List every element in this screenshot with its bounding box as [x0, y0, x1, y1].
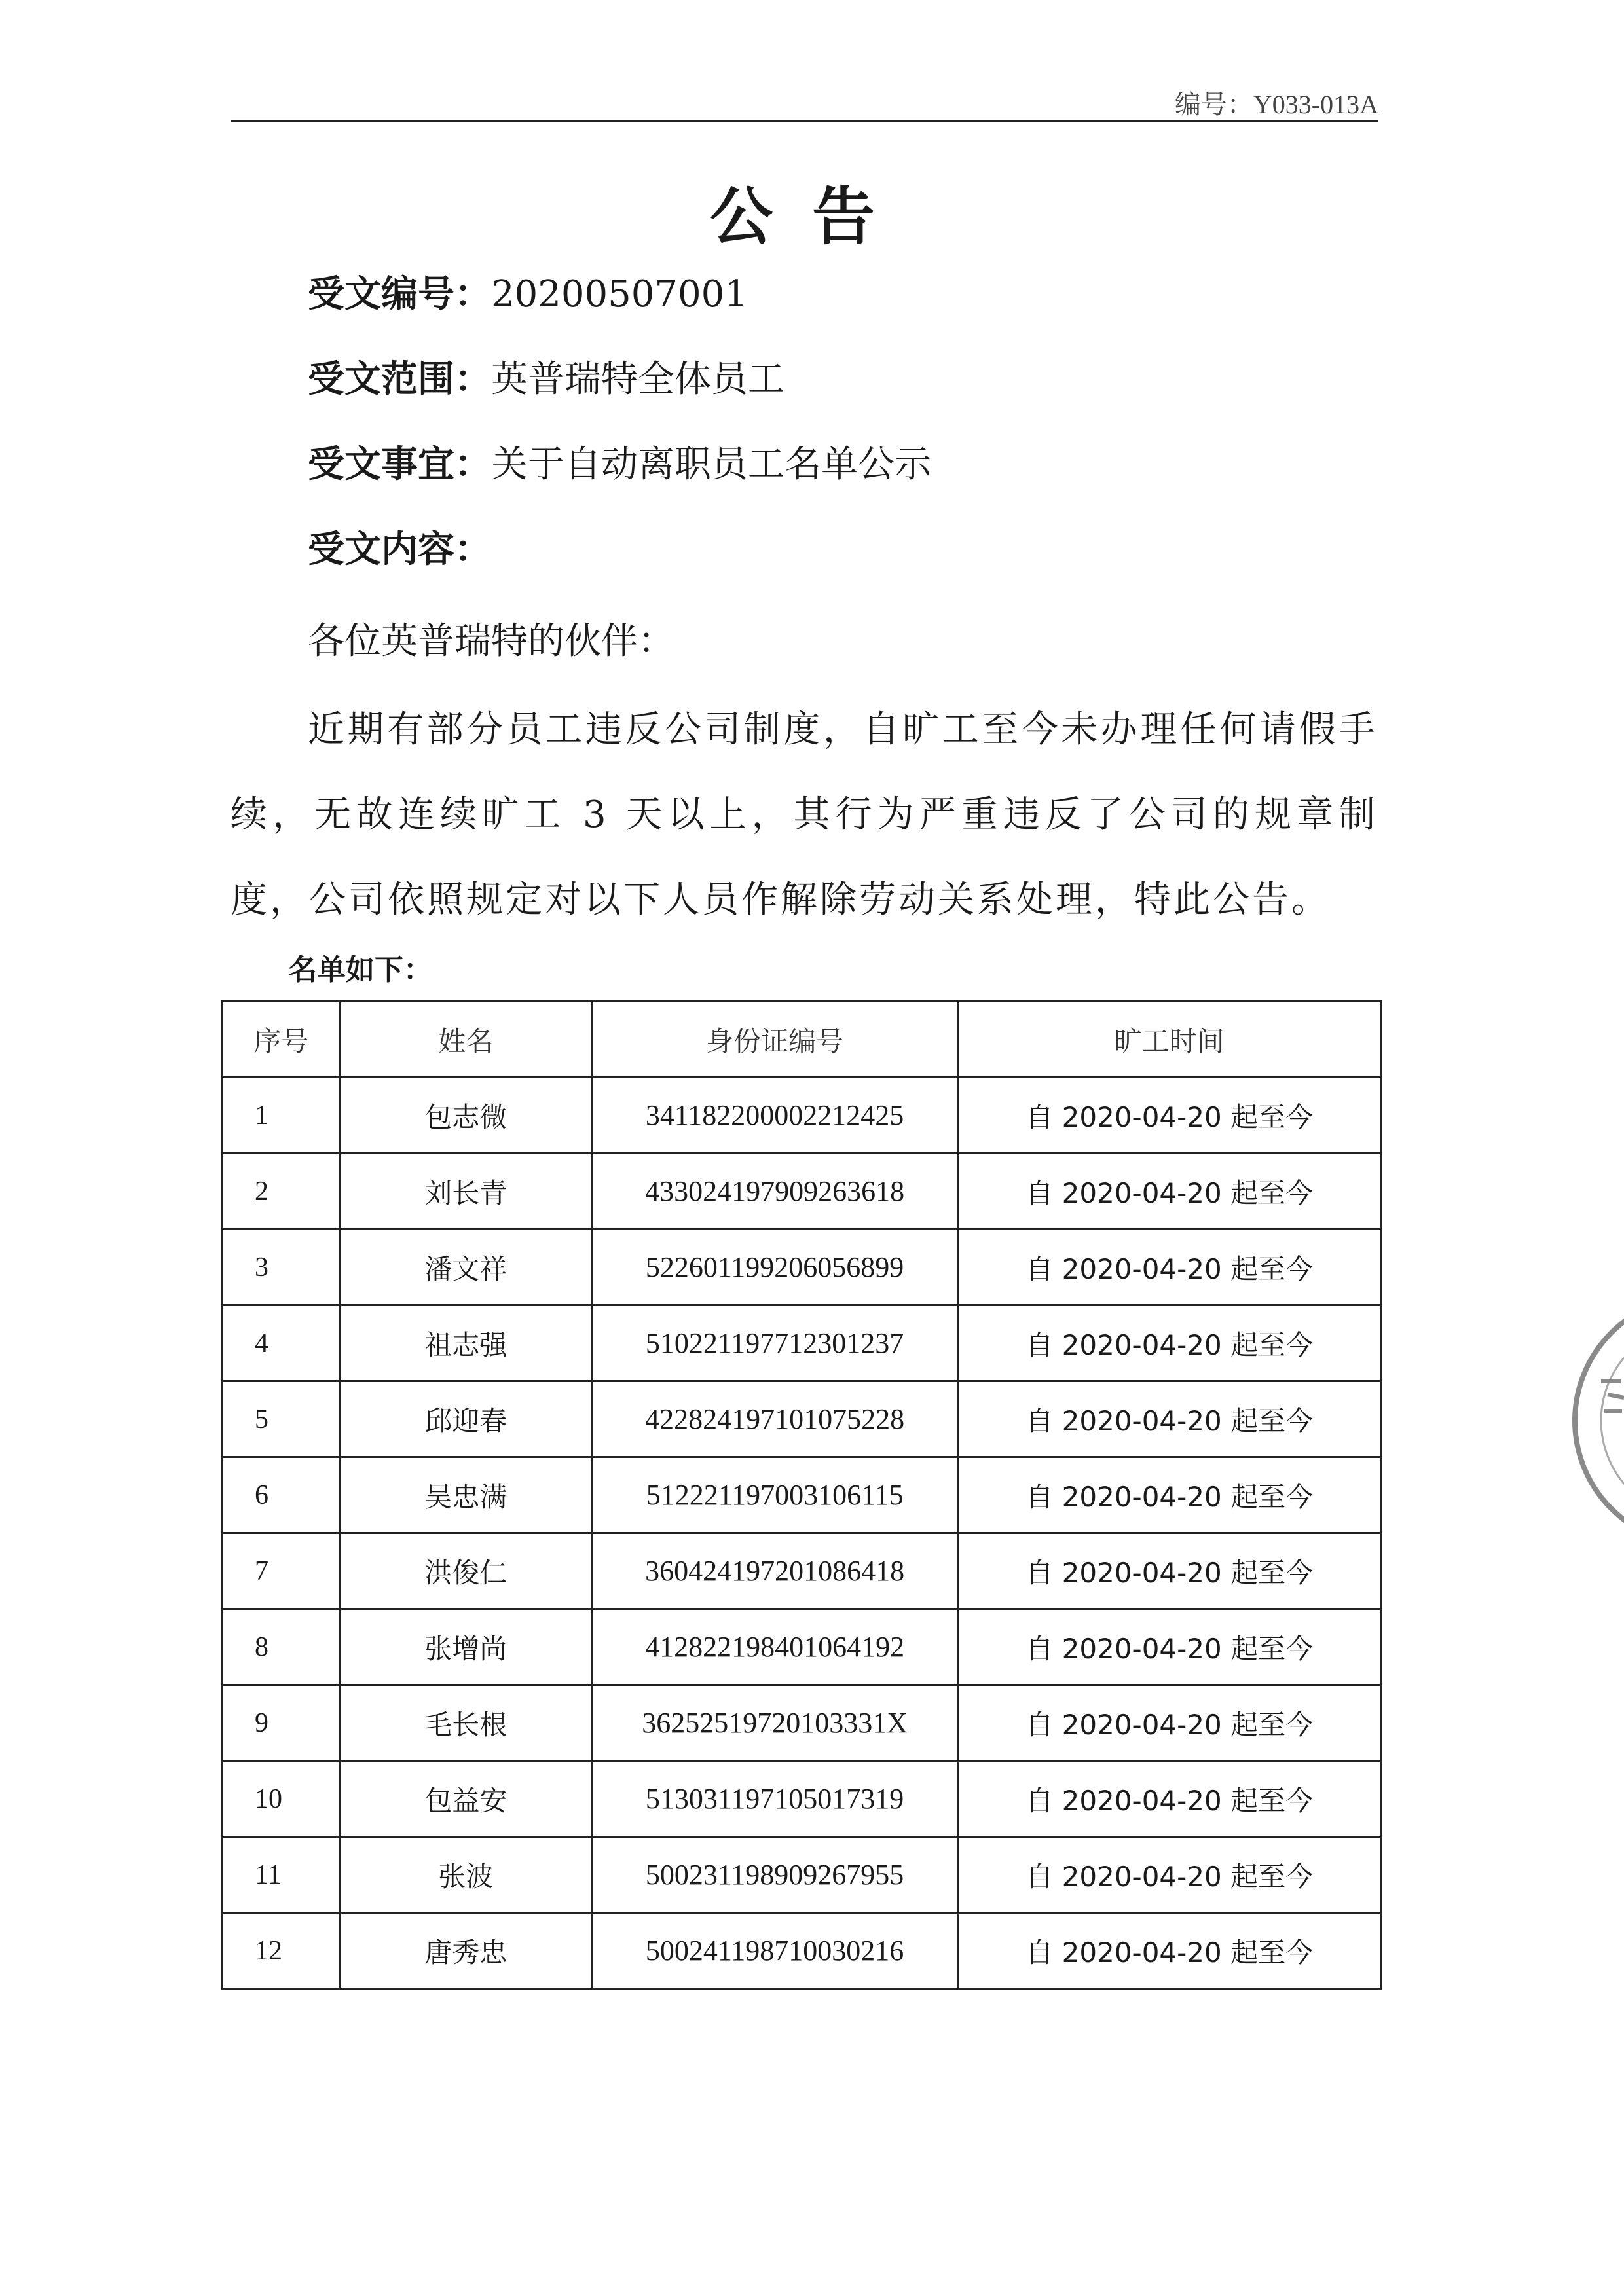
header-name: 姓名 — [340, 1002, 591, 1078]
document-number: 编号：Y033-013A — [1174, 90, 1378, 119]
row-seq: 9 — [223, 1685, 341, 1761]
row-seq: 1 — [223, 1078, 341, 1154]
row-period: 自 2020-04-20 起至今 — [958, 1609, 1381, 1685]
row-id: 36252519720103331X — [591, 1685, 958, 1761]
table-row — [223, 1913, 1381, 1989]
row-name: 张波 — [340, 1837, 591, 1913]
field-label: 受文事宜： — [308, 443, 491, 486]
employee-table — [221, 1000, 1382, 1990]
row-seq: 3 — [223, 1230, 341, 1305]
row-period: 自 2020-04-20 起至今 — [958, 1230, 1381, 1305]
table-row — [223, 1230, 1381, 1305]
table-row — [223, 1078, 1381, 1154]
row-period: 自 2020-04-20 起至今 — [958, 1381, 1381, 1457]
header-divider — [231, 120, 1378, 122]
row-period: 自 2020-04-20 起至今 — [958, 1761, 1381, 1837]
row-name: 洪俊仁 — [340, 1533, 591, 1609]
field-subject — [308, 435, 931, 488]
row-period: 自 2020-04-20 起至今 — [958, 1078, 1381, 1154]
row-id: 422824197101075228 — [591, 1381, 958, 1457]
row-id: 412822198401064192 — [591, 1609, 958, 1685]
row-id: 433024197909263618 — [591, 1154, 958, 1230]
header-period: 旷工时间 — [958, 1002, 1381, 1078]
table-row — [223, 1837, 1381, 1913]
row-period: 自 2020-04-20 起至今 — [958, 1305, 1381, 1381]
page-title: 公告 — [710, 180, 914, 253]
table-row — [223, 1533, 1381, 1609]
row-period: 自 2020-04-20 起至今 — [958, 1457, 1381, 1533]
table-row — [223, 1609, 1381, 1685]
header-id: 身份证编号 — [591, 1002, 958, 1078]
table-row — [223, 1154, 1381, 1230]
row-period: 自 2020-04-20 起至今 — [958, 1154, 1381, 1230]
header-seq: 序号 — [223, 1002, 341, 1078]
table-row — [223, 1685, 1381, 1761]
table-row — [223, 1457, 1381, 1533]
field-value: 关于自动离职员工名单公示 — [491, 443, 931, 486]
field-label: 受文内容： — [308, 528, 491, 571]
row-id: 500241198710030216 — [591, 1913, 958, 1989]
row-id: 522601199206056899 — [591, 1230, 958, 1305]
row-seq: 2 — [223, 1154, 341, 1230]
row-id: 510221197712301237 — [591, 1305, 958, 1381]
row-seq: 5 — [223, 1381, 341, 1457]
row-seq: 8 — [223, 1609, 341, 1685]
row-id: 341182200002212425 — [591, 1078, 958, 1154]
field-doc-id — [308, 265, 748, 318]
row-seq: 11 — [223, 1837, 341, 1913]
row-seq: 10 — [223, 1761, 341, 1837]
table-row — [223, 1305, 1381, 1381]
row-name: 唐秀忠 — [340, 1913, 591, 1989]
row-period: 自 2020-04-20 起至今 — [958, 1837, 1381, 1913]
row-seq: 4 — [223, 1305, 341, 1381]
salutation: 各位英普瑞特的伙伴： — [308, 620, 674, 663]
table-header-row — [223, 1002, 1381, 1078]
row-name: 张增尚 — [340, 1609, 591, 1685]
row-period: 自 2020-04-20 起至今 — [958, 1913, 1381, 1989]
row-id: 360424197201086418 — [591, 1533, 958, 1609]
company-seal-icon — [1562, 1283, 1624, 1558]
announcement-body: 近期有部分员工违反公司制度，自旷工至今未办理任何请假手续，无故连续旷工 3 天以上，其行为严重违反了公司的规章制度，公司依照规定对以下人员作解除劳动关系处理，特此公告。 — [231, 708, 1378, 921]
row-name: 刘长青 — [340, 1154, 591, 1230]
field-scope — [308, 350, 784, 403]
row-id: 500231198909267955 — [591, 1837, 958, 1913]
row-name: 邱迎春 — [340, 1381, 591, 1457]
row-name: 包志微 — [340, 1078, 591, 1154]
row-name: 包益安 — [340, 1761, 591, 1837]
row-name: 潘文祥 — [340, 1230, 591, 1305]
row-period: 自 2020-04-20 起至今 — [958, 1685, 1381, 1761]
row-period: 自 2020-04-20 起至今 — [958, 1533, 1381, 1609]
field-content — [308, 520, 491, 573]
field-label: 受文范围： — [308, 358, 491, 401]
row-seq: 6 — [223, 1457, 341, 1533]
row-id: 513031197105017319 — [591, 1761, 958, 1837]
row-name: 祖志强 — [340, 1305, 591, 1381]
row-name: 毛长根 — [340, 1685, 591, 1761]
row-seq: 12 — [223, 1913, 341, 1989]
table-row — [223, 1381, 1381, 1457]
table-row — [223, 1761, 1381, 1837]
list-label: 名单如下： — [288, 953, 432, 987]
field-value: 20200507001 — [491, 273, 748, 316]
field-value: 英普瑞特全体员工 — [491, 358, 784, 401]
row-id: 512221197003106115 — [591, 1457, 958, 1533]
field-label: 受文编号： — [308, 273, 491, 316]
row-name: 吴忠满 — [340, 1457, 591, 1533]
row-seq: 7 — [223, 1533, 341, 1609]
